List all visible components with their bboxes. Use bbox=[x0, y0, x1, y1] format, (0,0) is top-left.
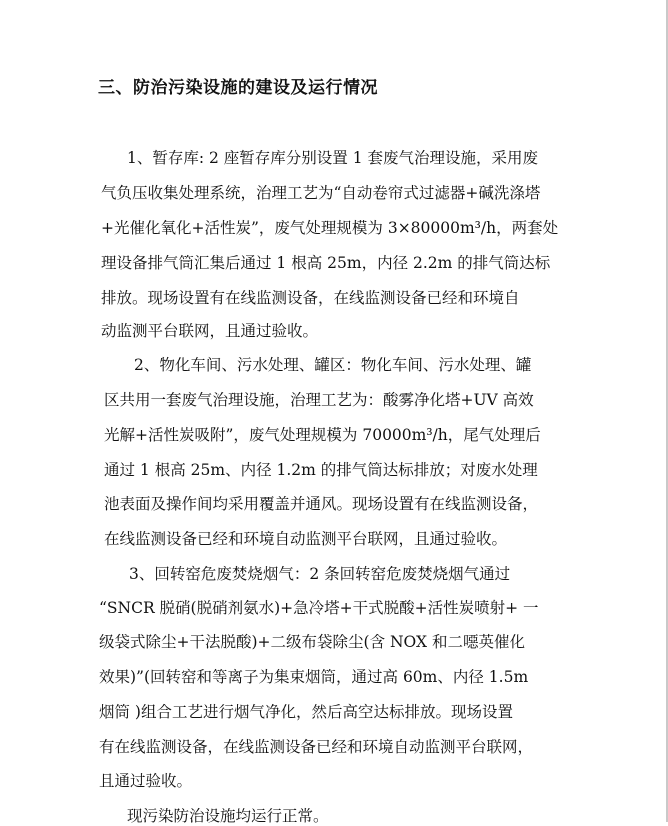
paragraph-3-line: 级袋式除尘+干法脱酸)+二级布袋除尘(含 NOX 和二噁英催化 bbox=[99, 633, 525, 651]
paragraph-1-line: +光催化氧化+活性炭”，废气处理规模为 3×80000m³/h，两套处 bbox=[101, 219, 559, 237]
section-heading: 三、防治污染设施的建设及运行情况 bbox=[98, 78, 378, 98]
paragraph-1-line: 理设备排气筒汇集后通过 1 根高 25m，内径 2.2m 的排气筒达标 bbox=[101, 254, 551, 272]
paragraph-3-line: 烟筒 )组合工艺进行烟气净化，然后高空达标排放。现场设置 bbox=[99, 703, 513, 721]
paragraph-1-line: 气负压收集处理系统，治理工艺为“自动卷帘式过滤器+碱洗涤塔 bbox=[101, 184, 541, 202]
paragraph-2-line: 区共用一套废气治理设施，治理工艺为：酸雾净化塔+UV 高效 bbox=[104, 391, 534, 409]
paragraph-3-line: 效果)”(回转窑和等离子为集束烟筒，通过高 60m、内径 1.5m bbox=[99, 668, 529, 686]
paragraph-2-line: 池表面及操作间均采用覆盖并通风。现场设置有在线监测设备， bbox=[104, 495, 539, 513]
paragraph-2-line: 在线监测设备已经和环境自动监测平台联网，且通过验收。 bbox=[104, 530, 508, 548]
paragraph-1-line: 排放。现场设置有在线监测设备，在线监测设备已经和环境自 bbox=[101, 289, 520, 307]
paragraph-2-line: 光解+活性炭吸附”，废气处理规模为 70000m³/h，尾气处理后 bbox=[104, 426, 541, 444]
paragraph-1-line: 动监测平台联网，且通过验收。 bbox=[101, 322, 319, 340]
paragraph-3-line: 3、回转窑危废焚烧烟气：2 条回转窑危废焚烧烟气通过 bbox=[129, 565, 511, 583]
paragraph-2-line: 通过 1 根高 25m、内径 1.2m 的排气筒达标排放；对废水处理 bbox=[104, 461, 538, 479]
paragraph-1-line: 1、暂存库: 2 座暂存库分别设置 1 套废气治理设施，采用废 bbox=[127, 149, 539, 167]
paragraph-3-line: 且通过验收。 bbox=[99, 772, 193, 790]
paragraph-3-line: 有在线监测设备，在线监测设备已经和环境自动监测平台联网， bbox=[99, 738, 534, 756]
paragraph-4-line: 现污染防治设施均运行正常。 bbox=[127, 807, 329, 825]
paragraph-2-line: 2、物化车间、污水处理、罐区：物化车间、污水处理、罐 bbox=[134, 356, 532, 374]
paragraph-3-line: “SNCR 脱硝(脱硝剂氨水)+急冷塔+干式脱酸+活性炭喷射+ 一 bbox=[99, 599, 539, 617]
